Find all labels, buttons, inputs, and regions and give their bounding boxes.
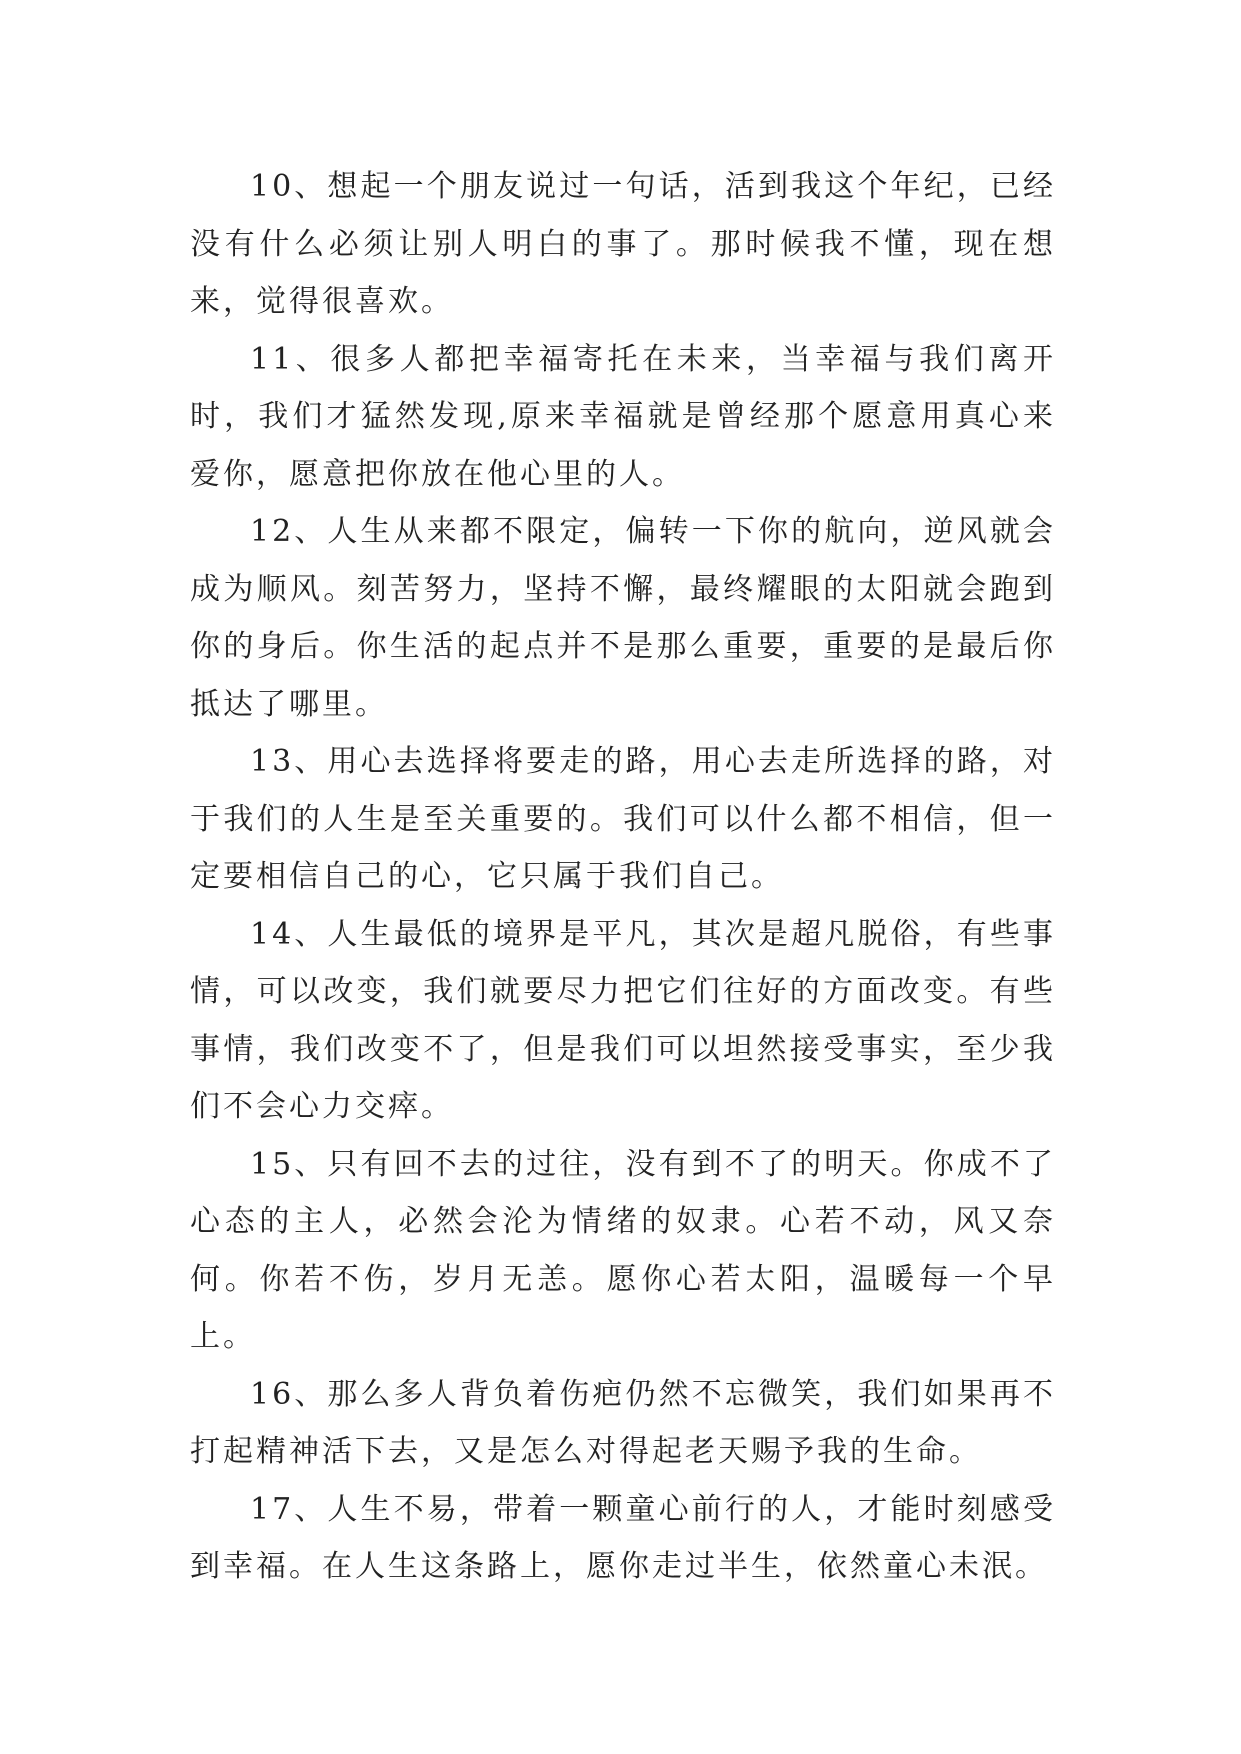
document-body — [190, 158, 1056, 1596]
paragraph-16: 16、那么多人背负着伤疤仍然不忘微笑，我们如果再不打起精神活下去，又是怎么对得起老天赐予我的生命。 — [190, 1376, 1056, 1469]
paragraph-12: 12、人生从来都不限定，偏转一下你的航向，逆风就会成为顺风。刻苦努力，坚持不懈，最终耀眼的太阳就会跑到你的身后。你生活的起点并不是那么重要，重要的是最后你抵达了哪里。 — [190, 514, 1056, 722]
paragraph-11: 11、很多人都把幸福寄托在未来，当幸福与我们离开时，我们才猛然发现,原来幸福就是曾经那个愿意用真心来爱你，愿意把你放在他心里的人。 — [190, 341, 1056, 492]
paragraph-13: 13、用心去选择将要走的路，用心去走所选择的路，对于我们的人生是至关重要的。我们可以什么都不相信，但一定要相信自己的心，它只属于我们自己。 — [190, 744, 1056, 894]
paragraph-14: 14、人生最低的境界是平凡，其次是超凡脱俗，有些事情，可以改变，我们就要尽力把它们往好的方面改变。有些事情，我们改变不了，但是我们可以坦然接受事实，至少我们不会心力交瘁。 — [190, 916, 1056, 1124]
paragraph-10: 10、想起一个朋友说过一句话，活到我这个年纪，已经没有什么必须让别人明白的事了。那时候我不懂，现在想来，觉得很喜欢。 — [190, 169, 1056, 319]
paragraph-17: 17、人生不易，带着一颗童心前行的人，才能时刻感受到幸福。在人生这条路上，愿你走过半生，依然童心未泯。 — [190, 1491, 1056, 1584]
paragraph-15: 15、只有回不去的过往，没有到不了的明天。你成不了心态的主人，必然会沦为情绪的奴隶。心若不动，风又奈何。你若不伤，岁月无恙。愿你心若太阳，温暖每一个早上。 — [190, 1146, 1056, 1354]
